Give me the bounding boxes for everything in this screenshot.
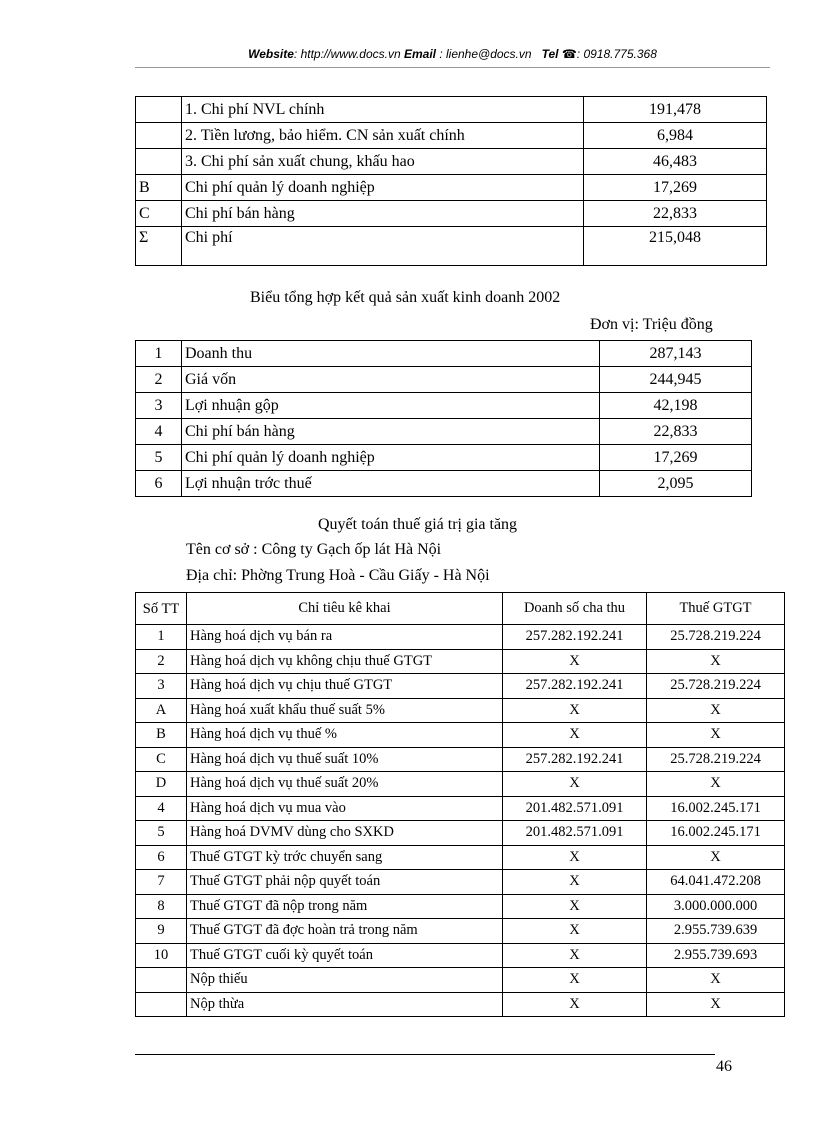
vat-tax-cell: 3.000.000.000	[647, 894, 785, 919]
vat-no-cell: 2	[136, 649, 187, 674]
vat-no-cell: 4	[136, 796, 187, 821]
vat-tax-cell: X	[647, 698, 785, 723]
vat-item-cell: Thuế GTGT kỳ trớc chuyển sang	[187, 845, 503, 870]
vat-no-cell: 10	[136, 943, 187, 968]
vat-tax-cell: 2.955.739.693	[647, 943, 785, 968]
vat-table-header	[136, 593, 785, 625]
vat-tax-cell: X	[647, 723, 785, 748]
vat-sales-cell: X	[503, 894, 647, 919]
vat-address: Địa chỉ: Phờng Trung Hoà - Cầu Giấy - Hà Nội	[186, 567, 490, 584]
cost-value-cell: 6,984	[584, 123, 767, 149]
vat-sales-cell: X	[503, 723, 647, 748]
vat-item-cell: Hàng hoá dịch vụ mua vào	[187, 796, 503, 821]
vat-item-cell: Hàng hoá dịch vụ không chịu thuế GTGT	[187, 649, 503, 674]
vat-item-cell: Nộp thừa	[187, 992, 503, 1017]
vat-sales-cell: X	[503, 845, 647, 870]
vat-sales-cell: 257.282.192.241	[503, 747, 647, 772]
table-row	[136, 992, 785, 1017]
header-no: Số TT	[136, 593, 187, 625]
vat-tax-cell: X	[647, 992, 785, 1017]
summary-value-cell: 287,143	[600, 341, 752, 367]
vat-no-cell: 1	[136, 625, 187, 650]
summary-value-cell: 42,198	[600, 393, 752, 419]
vat-tax-cell: 64.041.472.208	[647, 870, 785, 895]
vat-sales-cell: 257.282.192.241	[503, 625, 647, 650]
page-number: 46	[716, 1058, 732, 1075]
cost-value-cell: 46,483	[584, 149, 767, 175]
cost-value-cell: 215,048	[584, 227, 767, 266]
vat-item-cell: Hàng hoá xuất khẩu thuế suất 5%	[187, 698, 503, 723]
vat-no-cell: D	[136, 772, 187, 797]
vat-item-cell: Hàng hoá dịch vụ bán ra	[187, 625, 503, 650]
vat-tax-cell: 25.728.219.224	[647, 674, 785, 699]
summary-no-cell: 5	[136, 445, 182, 471]
header-tax: Thuế GTGT	[647, 593, 785, 625]
table-row	[136, 175, 767, 201]
vat-item-cell: Thuế GTGT đã nộp trong năm	[187, 894, 503, 919]
table-row	[136, 796, 785, 821]
summary-table	[135, 340, 752, 497]
vat-no-cell: 5	[136, 821, 187, 846]
table-row	[136, 821, 785, 846]
summary-value-cell: 17,269	[600, 445, 752, 471]
cost-item-cell: Chi phí bán hàng	[182, 201, 584, 227]
tel-value: ☎: 0918.775.368	[561, 47, 657, 61]
cost-value-cell: 191,478	[584, 97, 767, 123]
vat-sales-cell: X	[503, 943, 647, 968]
vat-item-cell: Hàng hoá dịch vụ thuế suất 10%	[187, 747, 503, 772]
summary-item-cell: Doanh thu	[182, 341, 600, 367]
vat-item-cell: Thuế GTGT đã đợc hoàn trả trong năm	[187, 919, 503, 944]
table-row	[136, 943, 785, 968]
summary-unit: Đơn vị: Triệu đồng	[590, 316, 713, 333]
cost-item-cell: 1. Chi phí NVL chính	[182, 97, 584, 123]
summary-no-cell: 2	[136, 367, 182, 393]
cost-table	[135, 96, 767, 266]
table-row	[136, 393, 752, 419]
vat-no-cell: C	[136, 747, 187, 772]
table-row	[136, 698, 785, 723]
table-row	[136, 870, 785, 895]
summary-no-cell: 4	[136, 419, 182, 445]
page-header	[135, 47, 770, 61]
table-row	[136, 747, 785, 772]
vat-tax-cell: 2.955.739.639	[647, 919, 785, 944]
vat-no-cell: 6	[136, 845, 187, 870]
table-row	[136, 97, 767, 123]
header-item: Chỉ tiêu kê khai	[187, 593, 503, 625]
vat-item-cell: Hàng hoá dịch vụ thuế suất 20%	[187, 772, 503, 797]
table-row	[136, 723, 785, 748]
vat-tax-cell: 25.728.219.224	[647, 625, 785, 650]
cost-item-cell: 2. Tiền lương, bảo hiểm. CN sản xuất chính	[182, 123, 584, 149]
vat-item-cell: Thuế GTGT cuối kỳ quyết toán	[187, 943, 503, 968]
vat-sales-cell: X	[503, 992, 647, 1017]
vat-sales-cell: 257.282.192.241	[503, 674, 647, 699]
table-row	[136, 227, 767, 266]
table-row	[136, 367, 752, 393]
summary-item-cell: Lợi nhuận trớc thuế	[182, 471, 600, 497]
table-row	[136, 341, 752, 367]
summary-value-cell: 22,833	[600, 419, 752, 445]
vat-sales-cell: X	[503, 870, 647, 895]
table-row	[136, 845, 785, 870]
vat-item-cell: Hàng hoá DVMV dùng cho SXKD	[187, 821, 503, 846]
vat-no-cell: 7	[136, 870, 187, 895]
vat-sales-cell: X	[503, 919, 647, 944]
vat-no-cell	[136, 968, 187, 993]
table-row	[136, 894, 785, 919]
cost-item-cell: Chi phí	[182, 227, 584, 266]
table-row	[136, 674, 785, 699]
vat-tax-cell: X	[647, 772, 785, 797]
cost-item-cell: Chi phí quản lý doanh nghiệp	[182, 175, 584, 201]
cost-code-cell: C	[136, 201, 182, 227]
summary-no-cell: 3	[136, 393, 182, 419]
summary-item-cell: Giá vốn	[182, 367, 600, 393]
vat-no-cell	[136, 992, 187, 1017]
table-row	[136, 625, 785, 650]
header-sales: Doanh số cha thu	[503, 593, 647, 625]
summary-item-cell: Chi phí quản lý doanh nghiệp	[182, 445, 600, 471]
table-row	[136, 419, 752, 445]
vat-tax-cell: X	[647, 845, 785, 870]
vat-sales-cell: X	[503, 772, 647, 797]
summary-value-cell: 2,095	[600, 471, 752, 497]
vat-tax-cell: X	[647, 649, 785, 674]
vat-item-cell: Hàng hoá dịch vụ chịu thuế GTGT	[187, 674, 503, 699]
table-row	[136, 201, 767, 227]
vat-sales-cell: X	[503, 649, 647, 674]
table-row	[136, 149, 767, 175]
vat-tax-cell: 25.728.219.224	[647, 747, 785, 772]
summary-no-cell: 1	[136, 341, 182, 367]
table-row	[136, 919, 785, 944]
cost-code-cell: B	[136, 175, 182, 201]
vat-sales-cell: X	[503, 968, 647, 993]
cost-code-cell: Σ	[136, 227, 182, 266]
vat-no-cell: 3	[136, 674, 187, 699]
vat-sales-cell: 201.482.571.091	[503, 821, 647, 846]
cost-code-cell	[136, 97, 182, 123]
website-value[interactable]: : http://www.docs.vn	[293, 47, 401, 61]
cost-code-cell	[136, 123, 182, 149]
vat-title: Quyết toán thuế giá trị gia tăng	[318, 516, 518, 533]
summary-item-cell: Lợi nhuận gộp	[182, 393, 600, 419]
vat-item-cell: Nộp thiếu	[187, 968, 503, 993]
vat-no-cell: 9	[136, 919, 187, 944]
cost-code-cell	[136, 149, 182, 175]
vat-no-cell: B	[136, 723, 187, 748]
email-label: Email	[403, 47, 436, 61]
summary-no-cell: 6	[136, 471, 182, 497]
cost-item-cell: 3. Chi phí sản xuất chung, khấu hao	[182, 149, 584, 175]
vat-sales-cell: X	[503, 698, 647, 723]
website-label: Website	[248, 47, 294, 61]
table-row	[136, 649, 785, 674]
vat-company: Tên cơ sở : Công ty Gạch ốp lát Hà Nội	[186, 541, 442, 558]
summary-title: Biểu tổng hợp kết quả sản xuất kinh doanh 2002	[250, 289, 561, 306]
header-divider	[135, 67, 770, 68]
table-row	[136, 772, 785, 797]
email-value[interactable]: : lienhe@docs.vn	[436, 47, 532, 61]
vat-table	[135, 592, 785, 1017]
cost-value-cell: 17,269	[584, 175, 767, 201]
tel-label: Tel	[541, 47, 559, 61]
vat-tax-cell: X	[647, 968, 785, 993]
vat-no-cell: A	[136, 698, 187, 723]
cost-value-cell: 22,833	[584, 201, 767, 227]
table-row	[136, 123, 767, 149]
footer-divider	[135, 1054, 715, 1055]
table-row	[136, 968, 785, 993]
summary-item-cell: Chi phí bán hàng	[182, 419, 600, 445]
vat-sales-cell: 201.482.571.091	[503, 796, 647, 821]
table-row	[136, 471, 752, 497]
vat-tax-cell: 16.002.245.171	[647, 796, 785, 821]
vat-item-cell: Thuế GTGT phải nộp quyết toán	[187, 870, 503, 895]
vat-tax-cell: 16.002.245.171	[647, 821, 785, 846]
vat-no-cell: 8	[136, 894, 187, 919]
vat-item-cell: Hàng hoá dịch vụ thuế %	[187, 723, 503, 748]
summary-value-cell: 244,945	[600, 367, 752, 393]
table-row	[136, 445, 752, 471]
